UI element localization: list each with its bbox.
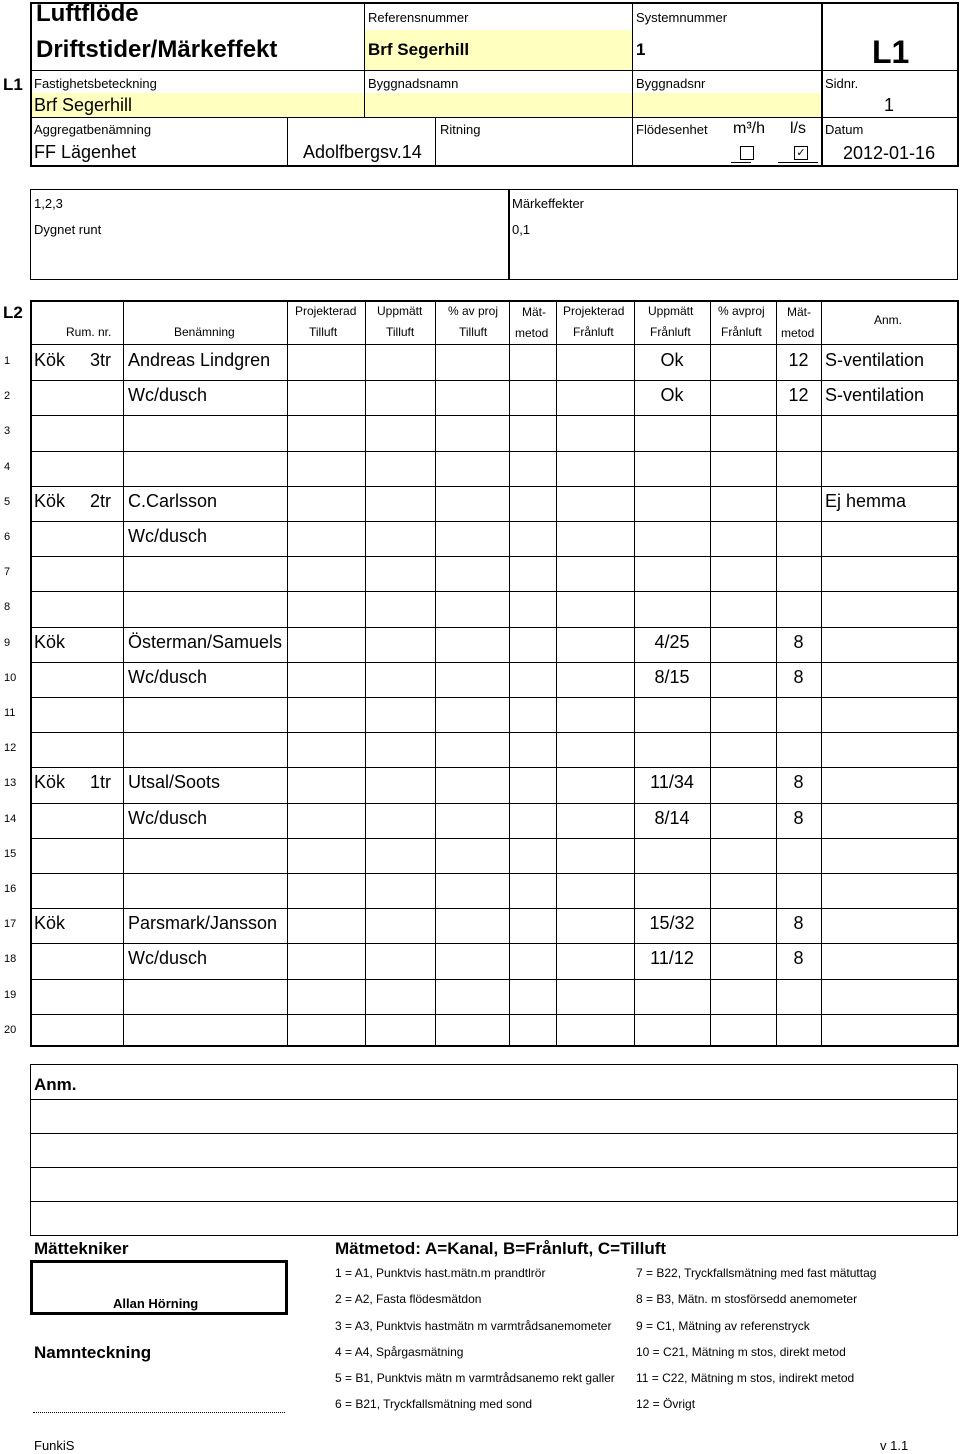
room-name[interactable]: Kök (34, 350, 66, 370)
row-number: 13 (4, 777, 17, 789)
measured-exhaust[interactable]: Ok (660, 385, 684, 405)
col-uppm-franluft-1: Uppmätt (648, 304, 694, 318)
col-benamning: Benämning (174, 325, 235, 339)
drawing-label: Ritning (440, 122, 481, 137)
ref-value[interactable]: Brf Segerhill (368, 40, 470, 59)
col-anm: Anm. (874, 313, 903, 327)
unit-label: Aggregatbenämning (34, 122, 152, 137)
row-number: 8 (4, 601, 11, 613)
col-proj-franluft-2: Frånluft (573, 325, 614, 339)
method-item: 8 = B3, Mätn. m stosförsedd anemometer (636, 1292, 858, 1306)
measured-exhaust[interactable]: 4/25 (654, 632, 690, 652)
measurement-method[interactable]: 8 (793, 667, 804, 687)
operating-days[interactable]: 1,2,3 (34, 196, 63, 211)
notes-box (30, 1064, 958, 1236)
operating-times-box (30, 189, 958, 280)
row-number: 15 (4, 848, 17, 860)
row-code-l1: L1 (3, 75, 23, 94)
measured-exhaust[interactable]: 15/32 (649, 913, 695, 933)
room-description[interactable]: Wc/dusch (128, 385, 208, 405)
unit-m3h-checkbox[interactable] (740, 146, 754, 160)
room-description[interactable]: Andreas Lindgren (128, 350, 271, 370)
signature-label: Namnteckning (34, 1343, 152, 1362)
brand-label: FunkiS (34, 1438, 75, 1453)
method-title: Mätmetod: A=Kanal, B=Frånluft, C=Tilluft (335, 1239, 667, 1258)
row-number: 5 (4, 496, 11, 508)
method-item: 11 = C22, Mätning m stos, indirekt metod (636, 1371, 855, 1385)
date-value[interactable]: 2012-01-16 (843, 143, 936, 163)
col-metod-2b: metod (781, 326, 815, 340)
room-name[interactable]: Kök (34, 913, 66, 933)
bldg-name-label: Byggnadsnamn (368, 76, 459, 91)
unit-ls-label: l/s (790, 120, 806, 137)
row-number: 9 (4, 637, 11, 649)
row-number: 16 (4, 883, 17, 895)
room-floor[interactable]: 2tr (90, 491, 112, 511)
method-item: 1 = A1, Punktvis hast.mätn.m prandtlrör (335, 1266, 546, 1280)
measured-exhaust[interactable]: 8/15 (654, 667, 690, 687)
method-item: 4 = A4, Spårgasmätning (335, 1345, 464, 1359)
row-number: 12 (4, 742, 17, 754)
room-name[interactable]: Kök (34, 632, 66, 652)
col-rum: Rum. nr. (66, 325, 112, 339)
col-metod-1a: Mät- (522, 305, 546, 319)
col-pct-franluft-2: Frånluft (721, 325, 762, 339)
room-description[interactable]: C.Carlsson (128, 491, 218, 511)
version-label: v 1.1 (880, 1438, 909, 1453)
notes-label: Anm. (34, 1075, 77, 1094)
method-item: 2 = A2, Fasta flödesmätdon (335, 1292, 482, 1306)
address-value[interactable]: Adolfbergsv.14 (303, 142, 422, 162)
technician-label: Mättekniker (34, 1239, 129, 1258)
method-item: 3 = A3, Punktvis hastmätn m varmtrådsanemometer (335, 1319, 612, 1333)
room-description[interactable]: Parsmark/Jansson (128, 913, 278, 933)
col-uppm-franluft-2: Frånluft (650, 325, 691, 339)
unit-m3h-label: m³/h (733, 120, 765, 137)
room-name[interactable]: Kök (34, 491, 66, 511)
method-item: 7 = B22, Tryckfallsmätning med fast mätuttag (636, 1266, 877, 1280)
measurement-method[interactable]: 12 (788, 350, 809, 370)
form-code: L1 (872, 34, 910, 70)
room-description[interactable]: Wc/dusch (128, 667, 208, 687)
method-item: 10 = C21, Mätning m stos, direkt metod (636, 1345, 846, 1359)
page-label: Sidnr. (825, 76, 859, 91)
technician-name[interactable]: Allan Hörning (113, 1296, 199, 1311)
measurement-method[interactable]: 8 (793, 808, 804, 828)
row-number: 17 (4, 918, 17, 930)
sys-label: Systemnummer (636, 10, 728, 25)
form-title: Luftflöde (36, 0, 139, 27)
col-proj-franluft-1: Projekterad (563, 304, 625, 318)
measurement-method[interactable]: 12 (788, 385, 809, 405)
row-number: 3 (4, 425, 11, 437)
col-pct-franluft-1: % avproj (718, 304, 765, 318)
measured-exhaust[interactable]: 8/14 (654, 808, 690, 828)
remark[interactable]: S-ventilation (825, 385, 925, 405)
unit-ls-checkbox[interactable]: ✓ (794, 146, 808, 160)
col-pct-tilluft-2: Tilluft (459, 325, 488, 339)
row-number: 1 (4, 355, 11, 367)
col-pct-tilluft-1: % av proj (448, 304, 499, 318)
row-number: 18 (4, 953, 17, 965)
room-description[interactable]: Utsal/Soots (128, 772, 221, 792)
operating-hours[interactable]: Dygnet runt (34, 222, 102, 237)
ref-label: Referensnummer (368, 10, 469, 25)
page-value[interactable]: 1 (884, 95, 895, 115)
section-code-l2: L2 (3, 303, 23, 322)
prop-value[interactable]: Brf Segerhill (34, 95, 133, 115)
col-metod-1b: metod (515, 326, 549, 340)
row-number: 2 (4, 390, 11, 402)
row-number: 19 (4, 989, 17, 1001)
measurement-method[interactable]: 8 (793, 948, 804, 968)
measurement-method[interactable]: 8 (793, 772, 804, 792)
method-item: 12 = Övrigt (636, 1397, 696, 1411)
measured-exhaust[interactable]: 11/12 (650, 948, 694, 968)
method-item: 9 = C1, Mätning av referenstryck (636, 1319, 810, 1333)
bldg-nr-label: Byggnadsnr (636, 76, 706, 91)
date-label: Datum (825, 122, 864, 137)
room-description[interactable]: Wc/dusch (128, 808, 208, 828)
col-metod-2a: Mät- (787, 305, 811, 319)
method-item: 6 = B21, Tryckfallsmätning med sond (335, 1397, 533, 1411)
row-number: 11 (4, 707, 16, 719)
row-number: 6 (4, 531, 11, 543)
room-name[interactable]: Kök (34, 772, 66, 792)
unit-value[interactable]: FF Lägenhet (34, 142, 137, 162)
room-description[interactable]: Österman/Samuels (128, 632, 283, 652)
header-section (0, 0, 960, 170)
row-number: 14 (4, 813, 17, 825)
row-number: 10 (4, 672, 17, 684)
power-value[interactable]: 0,1 (512, 222, 531, 237)
col-uppm-tilluft-1: Uppmätt (377, 304, 423, 318)
room-floor[interactable]: 3tr (90, 350, 112, 370)
prop-label: Fastighetsbeteckning (34, 76, 157, 91)
form-subtitle: Driftstider/Märkeffekt (36, 36, 278, 63)
row-number: 20 (4, 1024, 17, 1036)
col-uppm-tilluft-2: Tilluft (386, 325, 415, 339)
measurement-method[interactable]: 8 (793, 632, 804, 652)
col-proj-tilluft-1: Projekterad (295, 304, 357, 318)
measured-exhaust[interactable]: 11/34 (650, 772, 694, 792)
flow-unit-label: Flödesenhet (636, 122, 708, 137)
method-item: 5 = B1, Punktvis mätn m varmtrådsanemo rekt galler (335, 1371, 615, 1385)
sys-value[interactable]: 1 (636, 40, 646, 59)
power-label: Märkeffekter (512, 196, 585, 211)
col-proj-tilluft-2: Tilluft (309, 325, 338, 339)
measurement-method[interactable]: 8 (793, 913, 804, 933)
row-number: 7 (4, 566, 11, 578)
signature-line[interactable] (33, 1412, 285, 1413)
room-floor[interactable]: 1tr (90, 772, 112, 792)
remark[interactable]: Ej hemma (825, 491, 907, 511)
measured-exhaust[interactable]: Ok (660, 350, 684, 370)
prop-value-highlight (31, 93, 821, 117)
room-description[interactable]: Wc/dusch (128, 526, 208, 546)
remark[interactable]: S-ventilation (825, 350, 925, 370)
row-number: 4 (4, 461, 11, 473)
room-description[interactable]: Wc/dusch (128, 948, 208, 968)
